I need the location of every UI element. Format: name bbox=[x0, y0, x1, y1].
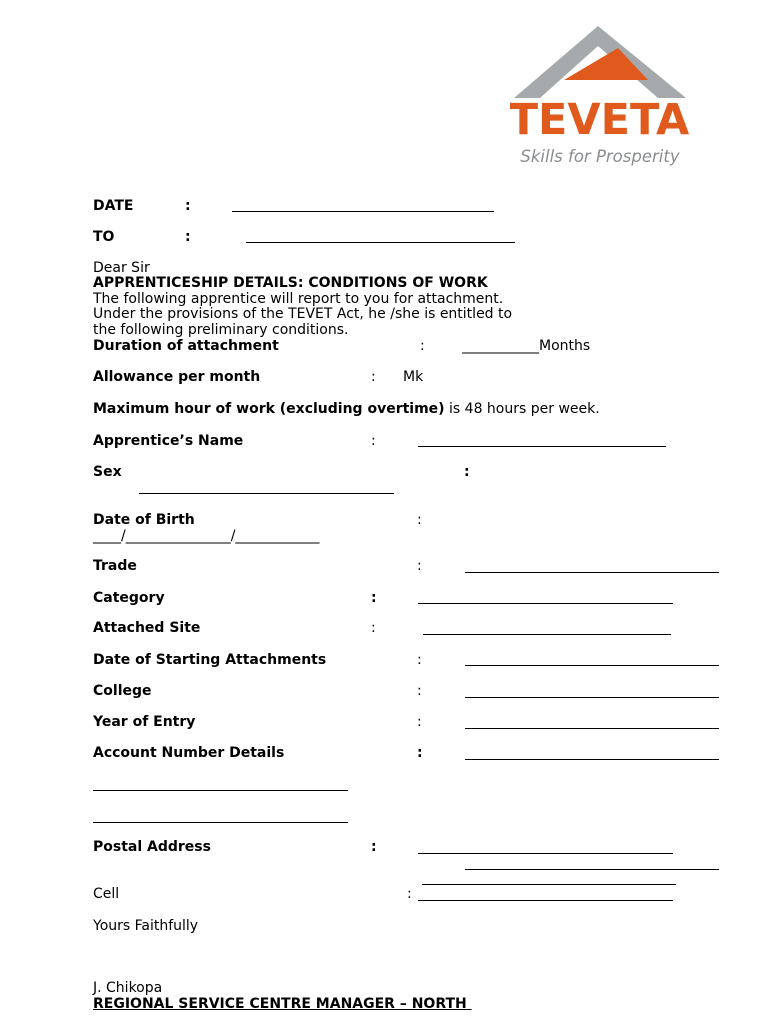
year-of-entry-label: Year of Entry bbox=[93, 714, 196, 730]
attached-site-blank[interactable] bbox=[423, 634, 671, 635]
attached-site-colon: : bbox=[371, 620, 376, 636]
cell-label: Cell bbox=[93, 886, 120, 902]
to-label: TO bbox=[93, 229, 115, 245]
logo-wordmark: TEVETA bbox=[510, 95, 690, 145]
year-of-entry-colon: : bbox=[417, 714, 422, 730]
account-number-colon: : bbox=[417, 745, 423, 761]
duration-value[interactable]: ___________Months bbox=[462, 338, 591, 354]
date-label: DATE bbox=[93, 198, 134, 214]
start-date-blank[interactable] bbox=[465, 665, 719, 666]
allowance-label: Allowance per month bbox=[93, 369, 261, 385]
teveta-roof-icon bbox=[510, 24, 692, 169]
dob-colon: : bbox=[417, 512, 422, 528]
allowance-colon: : bbox=[371, 369, 376, 385]
apprentice-name-blank[interactable] bbox=[418, 446, 666, 447]
postal-address-line-2[interactable] bbox=[465, 869, 719, 870]
apprentice-name-colon: : bbox=[371, 433, 376, 449]
logo-tagline: Skills for Prosperity bbox=[520, 147, 680, 166]
max-hours-text: is 48 hours per week. bbox=[444, 401, 600, 417]
date-colon: : bbox=[185, 198, 191, 214]
start-date-colon: : bbox=[417, 652, 422, 668]
duration-colon: : bbox=[420, 338, 425, 354]
postal-address-label: Postal Address bbox=[93, 839, 211, 855]
trade-blank[interactable] bbox=[465, 572, 719, 573]
postal-address-line-3[interactable] bbox=[422, 884, 676, 885]
salutation: Dear Sir bbox=[93, 260, 150, 276]
account-number-label: Account Number Details bbox=[93, 745, 285, 761]
account-number-line-2[interactable] bbox=[93, 790, 348, 791]
year-of-entry-blank[interactable] bbox=[465, 728, 719, 729]
cell-blank[interactable] bbox=[418, 900, 673, 901]
postal-address-line-1[interactable] bbox=[418, 853, 673, 854]
signatory-title: REGIONAL SERVICE CENTRE MANAGER – NORTH bbox=[93, 996, 472, 1012]
attached-site-label: Attached Site bbox=[93, 620, 201, 636]
sex-colon: : bbox=[464, 464, 470, 480]
to-colon: : bbox=[185, 229, 191, 245]
date-blank[interactable] bbox=[232, 211, 494, 212]
college-colon: : bbox=[417, 683, 422, 699]
sex-blank[interactable] bbox=[139, 493, 394, 494]
to-blank[interactable] bbox=[246, 242, 515, 243]
max-hours-label: Maximum hour of work (excluding overtime) bbox=[93, 401, 445, 417]
college-blank[interactable] bbox=[465, 697, 719, 698]
closing: Yours Faithfully bbox=[93, 918, 199, 934]
start-date-label: Date of Starting Attachments bbox=[93, 652, 327, 668]
cell-colon: : bbox=[407, 886, 412, 902]
teveta-logo bbox=[510, 24, 692, 169]
duration-label: Duration of attachment bbox=[93, 338, 279, 354]
account-number-line-3[interactable] bbox=[93, 822, 348, 823]
dob-blanks[interactable]: ____/_______________/____________ bbox=[93, 528, 320, 544]
category-label: Category bbox=[93, 590, 165, 606]
letter-heading: APPRENTICESHIP DETAILS: CONDITIONS OF WORK bbox=[93, 275, 488, 291]
apprentice-name-label: Apprentice’s Name bbox=[93, 433, 244, 449]
max-hours-line bbox=[93, 401, 600, 417]
category-colon: : bbox=[371, 590, 377, 606]
allowance-value[interactable]: Mk bbox=[403, 369, 424, 385]
postal-address-colon: : bbox=[371, 839, 377, 855]
trade-label: Trade bbox=[93, 558, 137, 574]
sex-label: Sex bbox=[93, 464, 122, 480]
intro-line-3: the following preliminary conditions. bbox=[93, 322, 349, 338]
dob-label: Date of Birth bbox=[93, 512, 195, 528]
category-blank[interactable] bbox=[418, 603, 673, 604]
account-number-blank[interactable] bbox=[465, 759, 719, 760]
signatory-name: J. Chikopa bbox=[93, 980, 163, 996]
intro-line-2: Under the provisions of the TEVET Act, he /she is entitled to bbox=[93, 306, 513, 322]
trade-colon: : bbox=[417, 558, 422, 574]
intro-line-1: The following apprentice will report to you for attachment. bbox=[93, 291, 504, 307]
college-label: College bbox=[93, 683, 152, 699]
